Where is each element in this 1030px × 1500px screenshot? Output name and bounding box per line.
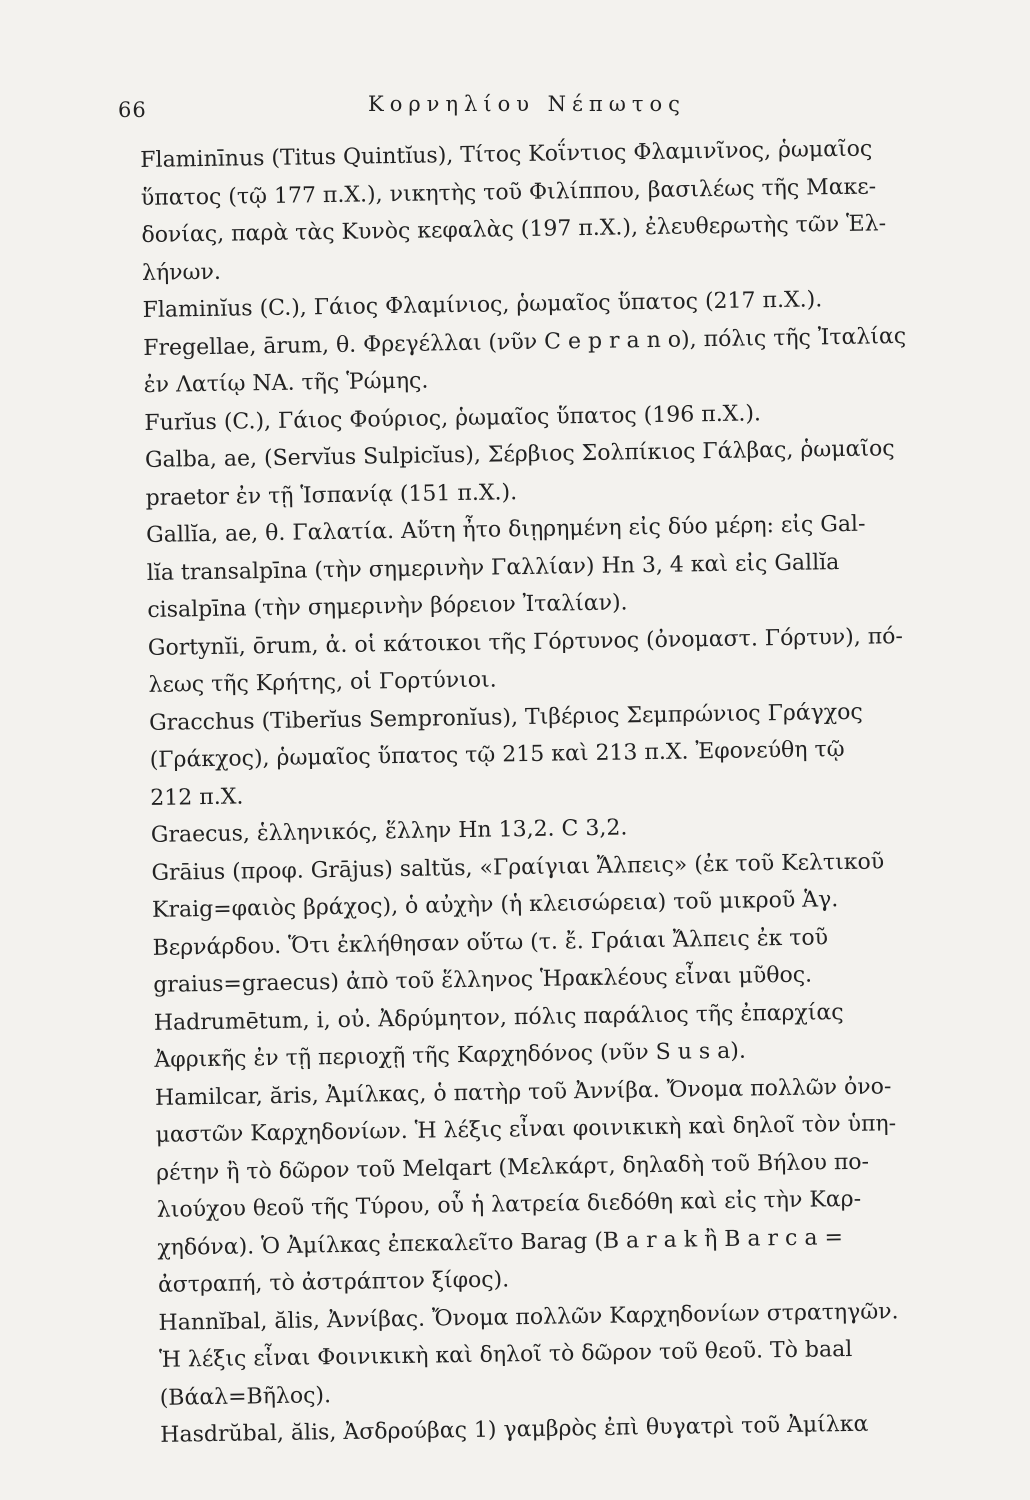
entry-line: Hannĭbal, ălis, Ἀννίβας. Ὄνομα πολλῶν Καρχηδονίων στρατηγῶν.	[158, 1298, 899, 1336]
entry-line: μαστῶν Καρχηδονίων. Ἡ λέξις εἶναι φοινικικὴ καὶ δηλοῖ τὸν ὑπη-	[155, 1111, 897, 1148]
entry-line: Hamilcar, ăris, Ἀμίλκας, ὁ πατὴρ τοῦ Ἀννίβα. Ὄνομα πολλῶν ὀνο-	[154, 1073, 892, 1111]
entry-line: ρέτην ἢ τὸ δῶρον τοῦ Melqart (Μελκάρτ, δηλαδὴ τοῦ Βήλου πο-	[155, 1149, 870, 1186]
glossary-entry	[155, 1066, 1008, 1304]
entry-line: praetor ἐν τῇ Ἱσπανίᾳ (151 π.Χ.).	[145, 479, 518, 511]
entry-line: Galba, ae, (Servĭus Sulpicĭus), Σέρβιος Σολπίκιος Γάλβας, ῥωμαῖος	[144, 436, 895, 473]
entry-line: Hadrumētum, i, οὐ. Ἀδρύμητον, πόλις παράλιος τῆς ἐπαρχίας	[153, 999, 844, 1036]
entry-line: Ἡ λέξις εἶναι Φοινικικὴ καὶ δηλοῖ τὸ δῶρον τοῦ θεοῦ. Τὸ baal	[158, 1336, 853, 1373]
entry-line: ἐν Λατίῳ ΝΑ. τῆς Ῥώμης.	[143, 368, 429, 398]
entry-line: graius=graecus) ἀπὸ τοῦ ἕλληνος Ἡρακλέους εἶναι μῦθος.	[153, 962, 813, 998]
glossary-entry	[151, 841, 1003, 1004]
entry-line: 212 π.Χ.	[150, 783, 244, 811]
entry-line: Furĭus (C.), Γάιος Φούριος, ῥωμαῖος ὕπατος (196 π.Χ.).	[144, 400, 762, 436]
entry-line: Gortynĭi, ōrum, ἀ. οἱ κάτοικοι τῆς Γόρτυνος (ὀνομαστ. Γόρτυν), πό-	[147, 623, 904, 661]
page-number: 66	[118, 98, 147, 122]
entry-line: Flaminĭus (C.), Γάιος Φλαμίνιος, ῥωμαῖος ὕπατος (217 π.Χ.).	[142, 287, 823, 323]
page-header	[118, 92, 918, 126]
entry-line: ὕπατος (τῷ 177 π.Χ.), νικητὴς τοῦ Φιλίππου, βασιλέως τῆς Μακε-	[140, 173, 877, 211]
entry-line: χηδόνα). Ὁ Ἀμίλκας ἐπεκαλεῖτο Barag (B a r a k ἢ B a r c a =	[157, 1224, 844, 1261]
entry-line: λιούχου θεοῦ τῆς Τύρου, οὗ ἡ λατρεία διεδόθη καὶ εἰς τὴν Καρ-	[156, 1186, 862, 1223]
entry-line: Graecus, ἑλληνικός, ἕλλην Ηn 13,2. C 3,2.	[150, 815, 628, 848]
entry-line: lĭa transalpīna (τὴν σημερινὴν Γαλλίαν) Ηn 3, 4 καὶ εἰς Gallĭa	[146, 549, 840, 586]
glossary-entry	[146, 504, 998, 630]
entry-line: (Βάαλ=Βῆλος).	[159, 1382, 332, 1411]
glossary-entry	[143, 316, 994, 404]
entry-line: (Γράκχος), ῥωμαῖος ὕπατος τῷ 215 καὶ 213 π.Χ. Ἐφονεύθη τῷ	[149, 737, 845, 773]
entry-line: Gracchus (Tiberĭus Sempronĭus), Τιβέριος Σεμπρώνιος Γράγχος	[148, 699, 863, 736]
glossary-entry	[148, 616, 999, 704]
glossary-entry	[145, 429, 996, 517]
glossary-entry	[149, 691, 1001, 817]
entry-line: Gallĭa, ae, θ. Γαλατία. Αὕτη ἦτο διῃρημένη εἰς δύο μέρη: εἰς Gal-	[145, 511, 866, 548]
entry-line: ἀστραπή, τὸ ἀστράπτον ξίφος).	[157, 1267, 510, 1298]
entry-line: Βερνάρδου. Ὅτι ἐκλήθησαν οὕτω (τ. ἔ. Γράιαι Ἄλπεις ἐκ τοῦ	[152, 924, 829, 961]
running-title: Κορνηλίου Νέπωτος	[368, 92, 686, 116]
entry-line: λεως τῆς Κρήτης, οἱ Γορτύνιοι.	[148, 667, 497, 698]
entry-line: Fregellae, ārum, θ. Φρεγέλλαι (νῦν C e p r a n o), πόλις τῆς Ἰταλίας	[143, 323, 907, 361]
glossary-entry	[154, 991, 1005, 1079]
glossary-entries	[140, 129, 1011, 1455]
entry-line: cisalpīna (τὴν σημερινὴν βόρειον Ἰταλίαν).	[147, 590, 628, 623]
glossary-entry	[140, 129, 992, 292]
entry-line: δονίας, παρὰ τὰς Κυνὸς κεφαλὰς (197 π.Χ.), ἐλευθερωτὴς τῶν Ἑλ-	[141, 211, 887, 248]
entry-line: λήνων.	[141, 259, 222, 286]
entry-line: Ἀφρικῆς ἐν τῇ περιοχῇ τῆς Καρχηδόνος (νῦν S u s a).	[154, 1038, 747, 1073]
glossary-entry	[158, 1291, 1010, 1417]
entry-line: Grāius (προφ. Grājus) saltŭs, «Γραίγιαι Ἄλπεις» (ἐκ τοῦ Κελτικοῦ	[151, 848, 885, 886]
entry-line: Kraig=φαιὸς βράχος), ὁ αὐχὴν (ἡ κλεισώρεια) τοῦ μικροῦ Ἁγ.	[151, 887, 839, 923]
entry-line: Flaminīnus (Titus Quintĭus), Τίτος Κοΐντιος Φλαμινῖνος, ῥωμαῖος	[140, 136, 873, 173]
entry-line: Hasdrŭbal, ălis, Ἀσδρούβας 1) γαμβρὸς ἐπὶ θυγατρὶ τοῦ Ἀμίλκα	[160, 1411, 869, 1448]
